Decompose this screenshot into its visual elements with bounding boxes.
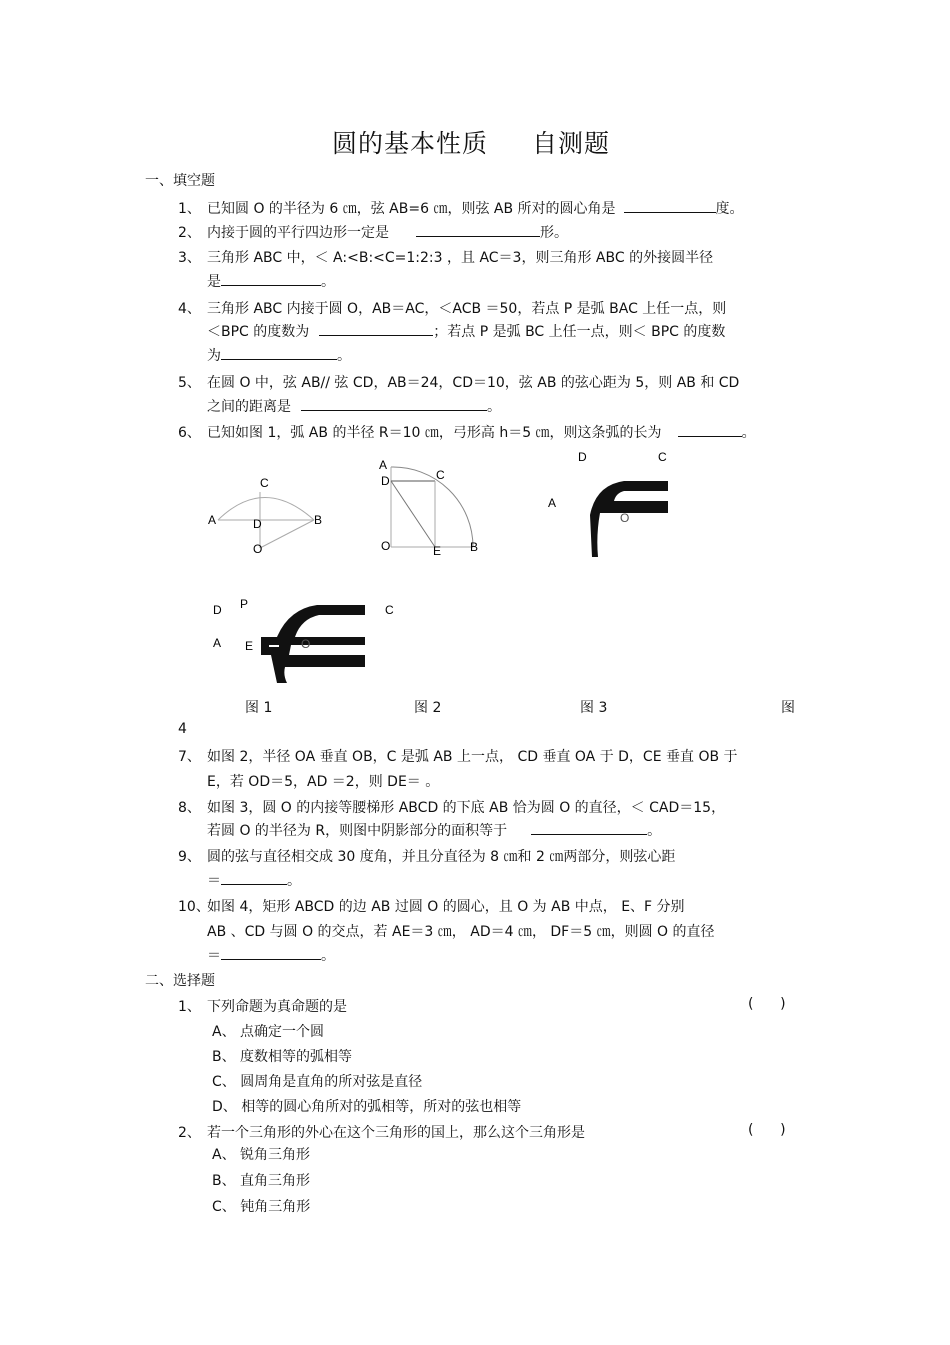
q5-text: 之间的距离是	[207, 399, 291, 415]
cq2-option-a[interactable]: A、 锐角三角形	[212, 1147, 311, 1163]
caption-fig4-b: 4	[178, 721, 187, 737]
fig1-label-b: B	[314, 513, 323, 527]
q3-number: 3、	[178, 250, 201, 266]
q10-tail: 。	[321, 948, 335, 964]
q4-line-1: 三角形 ABC 内接于圆 O，AB＝AC，＜ACB ＝50，若点 P 是弧 BAC 上任一点，则	[207, 301, 727, 317]
fig1-label-o: O	[253, 542, 263, 556]
answer-blank[interactable]	[221, 870, 287, 885]
q5-line-2	[207, 396, 501, 416]
fig2-label-o: O	[381, 539, 391, 553]
q5-tail: 。	[487, 399, 501, 415]
answer-blank[interactable]	[301, 396, 487, 411]
q1-number: 1、	[178, 201, 201, 217]
fig3-label-o: O	[620, 511, 630, 525]
q10-line-2: AB 、CD 与圆 O 的交点，若 AE＝3 ㎝， AD＝4 ㎝， DF＝5 ㎝，则圆 O 的直径	[207, 924, 715, 940]
q3-text: 是	[207, 274, 221, 290]
figure-1	[200, 470, 340, 565]
q3-tail: 。	[321, 274, 335, 290]
q6-line	[207, 422, 756, 442]
figure-3	[540, 445, 680, 565]
q2-tail: 形。	[540, 225, 568, 241]
q6-number: 6、	[178, 425, 201, 441]
cq2-answer-paren[interactable]: ( )	[748, 1122, 786, 1138]
q7-line-2: E，若 OD＝5，AD ＝2，则 DE＝ 。	[207, 774, 440, 790]
q1-tail: 度。	[715, 201, 744, 217]
caption-fig2: 图 2	[414, 700, 442, 716]
q6-tail: 。	[741, 425, 756, 441]
fig4-label-e: E	[245, 639, 254, 653]
cq1-stem: 下列命题为真命题的是	[207, 999, 347, 1015]
q5-line-1: 在圆 O 中，弦 AB// 弦 CD，AB＝24，CD＝10，弦 AB 的弦心距为 5，则 AB 和 CD	[207, 375, 740, 391]
q8-line-1: 如图 3，圆 O 的内接等腰梯形 ABCD 的下底 AB 恰为圆 O 的直径，＜ CAD＝15，	[207, 800, 726, 816]
q5-number: 5、	[178, 375, 201, 391]
answer-blank[interactable]	[221, 271, 321, 286]
figure-4	[205, 595, 405, 685]
fig3-label-c: C	[658, 450, 667, 464]
q8-text: 若圆 O 的半径为 R，则图中阴影部分的面积等于	[207, 823, 508, 839]
caption-fig4-a: 图	[781, 700, 795, 716]
q9-tail: 。	[287, 873, 301, 889]
answer-blank[interactable]	[319, 321, 433, 336]
fig2-label-e: E	[433, 544, 442, 558]
fig2-de	[391, 481, 435, 547]
q4-text-a: ＜BPC 的度数为	[207, 324, 310, 340]
cq1-number: 1、	[178, 999, 201, 1015]
q4-line-2	[207, 321, 725, 341]
fig2-label-c: C	[436, 468, 445, 482]
q9-line-2	[207, 870, 301, 890]
q7-line-1: 如图 2，半径 OA 垂直 OB，C 是弧 AB 上一点， CD 垂直 OA 于 D，CE 垂直 OB 于	[207, 749, 738, 765]
q8-line-2	[207, 820, 661, 840]
fig4-label-c: C	[385, 603, 394, 617]
q2-line	[207, 222, 568, 242]
answer-blank[interactable]	[221, 345, 337, 360]
q10-line-1: 如图 4，矩形 ABCD 的边 AB 过圆 O 的圆心，且 O 为 AB 中点， E、F 分别	[207, 899, 685, 915]
cq2-option-c[interactable]: C、 钝角三角形	[212, 1199, 311, 1215]
cq2-number: 2、	[178, 1125, 201, 1141]
fig3-label-a: A	[548, 496, 557, 510]
fig3-label-d: D	[578, 450, 587, 464]
q7-number: 7、	[178, 749, 201, 765]
q4-number: 4、	[178, 301, 201, 317]
fig4-label-p: P	[240, 597, 249, 611]
fig1-label-c: C	[260, 476, 269, 490]
answer-blank[interactable]	[531, 820, 647, 835]
figure-2	[375, 455, 485, 560]
q10-text: ＝	[207, 948, 221, 964]
q4-line-3	[207, 345, 351, 365]
answer-blank[interactable]	[678, 422, 742, 437]
fig2-label-b: B	[470, 540, 479, 554]
fig4-label-d: D	[213, 603, 222, 617]
cq1-option-b[interactable]: B、 度数相等的弧相等	[212, 1049, 353, 1065]
cq1-option-d[interactable]: D、 相等的圆心角所对的弧相等，所对的弦也相等	[212, 1099, 522, 1115]
caption-fig1: 图 1	[245, 700, 273, 716]
q3-line-2	[207, 271, 335, 291]
fig1-arc	[218, 498, 314, 521]
answer-blank[interactable]	[624, 198, 716, 213]
q8-number: 8、	[178, 800, 201, 816]
title-main: 圆的基本性质	[332, 129, 489, 158]
cq2-stem: 若一个三角形的外心在这个三角形的国上，那么这个三角形是	[207, 1125, 585, 1141]
q9-line-1: 圆的弦与直径相交成 30 度角，并且分直径为 8 ㎝和 2 ㎝两部分，则弦心距	[207, 849, 676, 865]
cq1-option-a[interactable]: A、 点确定一个圆	[212, 1024, 325, 1040]
fig4-label-a: A	[213, 636, 222, 650]
q8-tail: 。	[647, 823, 662, 839]
q4-text-c: 为	[207, 348, 221, 364]
title-sub: 自测题	[532, 129, 611, 158]
cq1-answer-paren[interactable]: ( )	[748, 996, 786, 1012]
q2-text: 内接于圆的平行四边形一定是	[207, 225, 389, 241]
fig1-radius-ob	[260, 520, 314, 548]
q10-number: 10、	[178, 899, 210, 915]
fig4-shaded-region	[261, 605, 365, 683]
q3-line-1: 三角形 ABC 中，＜ A:<B:<C=1:2:3 ，且 AC＝3，则三角形 ABC 的外接圆半径	[207, 250, 714, 266]
q1-text: 已知圆 O 的半径为 6 ㎝，弦 AB=6 ㎝，则弦 AB 所对的圆心角是	[207, 201, 616, 217]
q6-text: 已知如图 1，弧 AB 的半径 R＝10 ㎝，弓形高 h＝5 ㎝，则这条弧的长为	[207, 425, 662, 441]
fig1-label-a: A	[208, 513, 217, 527]
section-fill-heading: 一、填空题	[145, 173, 215, 189]
q10-line-3	[207, 945, 335, 965]
fig2-arc	[391, 467, 473, 547]
caption-fig3: 图 3	[580, 700, 608, 716]
q9-number: 9、	[178, 849, 201, 865]
fig2-label-d: D	[381, 474, 390, 488]
q4-text-b: ；若点 P 是弧 BC 上任一点，则＜ BPC 的度数	[433, 324, 726, 340]
q1-line	[207, 198, 744, 218]
cq2-option-b[interactable]: B、 直角三角形	[212, 1173, 311, 1189]
page-title	[332, 124, 610, 160]
q2-number: 2、	[178, 225, 201, 241]
section-choice-heading: 二、选择题	[145, 973, 215, 989]
q9-text: ＝	[207, 873, 221, 889]
fig1-label-d: D	[253, 517, 262, 531]
fig4-label-o: O	[301, 637, 311, 651]
q4-tail: 。	[337, 348, 351, 364]
answer-blank[interactable]	[221, 945, 321, 960]
answer-blank[interactable]	[416, 222, 540, 237]
cq1-option-c[interactable]: C、 圆周角是直角的所对弦是直径	[212, 1074, 423, 1090]
fig2-label-a: A	[379, 458, 388, 472]
